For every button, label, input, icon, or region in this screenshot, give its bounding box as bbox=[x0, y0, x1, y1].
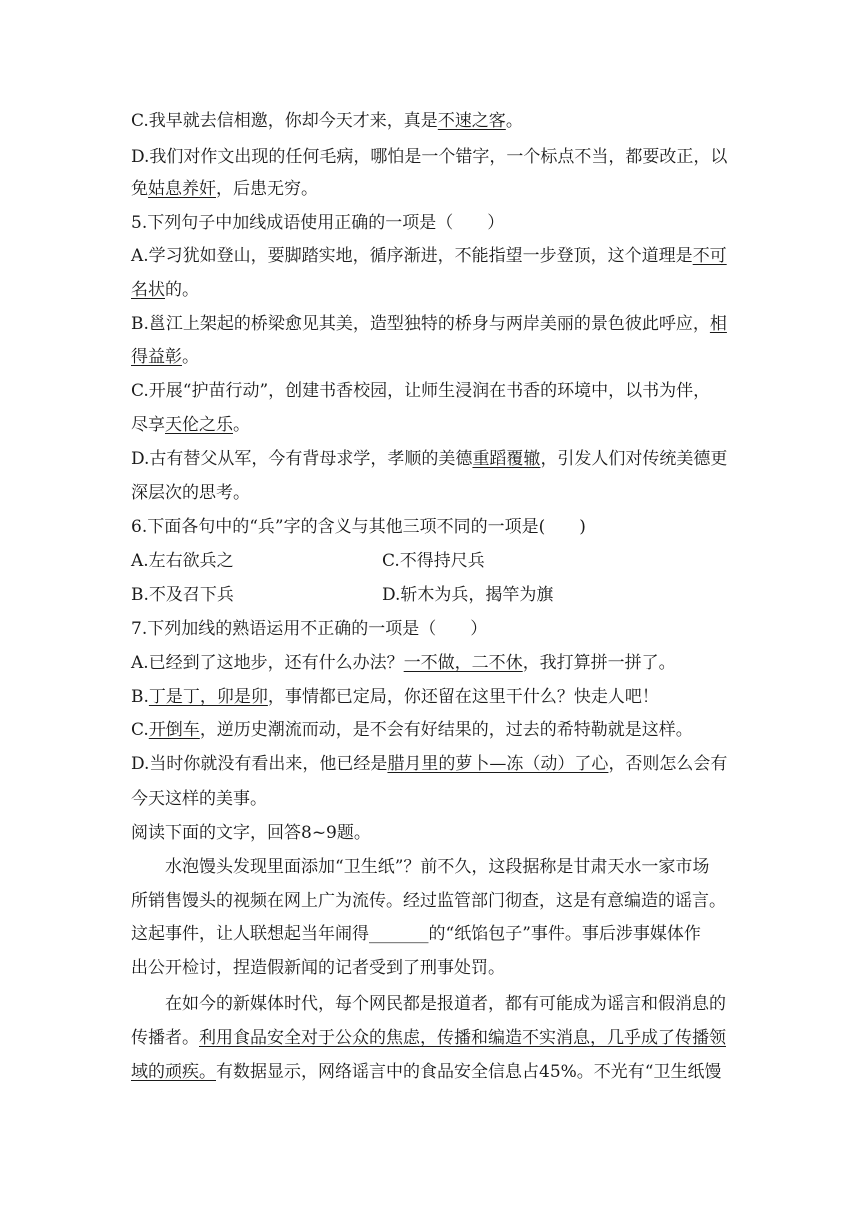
passage-p2-line2: 传播者。利用食品安全对于公众的焦虑，传播和编造不实消息，几乎成了传播领 bbox=[131, 1028, 726, 1048]
q5-option-c-line2: 尽享天伦之乐。 bbox=[131, 415, 250, 435]
passage-p1-line4: 出公开检讨，捏造假新闻的记者受到了刑事处罚。 bbox=[131, 958, 505, 978]
passage-p1-line1: 水泡馒头发现里面添加“卫生纸”？前不久，这段据称是甘肃天水一家市场 bbox=[165, 857, 710, 877]
q6-option-c: C.不得持尺兵 bbox=[382, 551, 485, 571]
q7-option-b: B.丁是丁，卯是卯，事情都已定局，你还留在这里干什么？快走人吧！ bbox=[131, 687, 659, 707]
q5-option-a-line1: A.学习犹如登山，要脚踏实地，循序渐进，不能指望一步登顶，这个道理是不可 bbox=[131, 246, 727, 266]
underlined-idiom: 不速之客 bbox=[437, 111, 506, 131]
underlined-idiom: 相 bbox=[709, 314, 727, 334]
underlined-idiom: 重蹈覆辙 bbox=[472, 449, 541, 469]
q5-option-b-line2: 得益彰。 bbox=[131, 347, 199, 367]
q5-option-c-line1: C.开展“护苗行动”，创建书香校园，让师生浸润在书香的环境中，以书为伴， bbox=[131, 381, 711, 401]
passage-p1-line2: 所销售馒头的视频在网上广为流传。经过监管部门彻查，这是有意编造的谣言。 bbox=[131, 891, 726, 911]
q7-option-a: A.已经到了这地步，还有什么办法？一不做，二不休，我打算拼一拼了。 bbox=[131, 653, 676, 673]
underlined-idiom: 不可 bbox=[692, 246, 727, 266]
q7-option-d-line2: 今天这样的美事。 bbox=[131, 789, 267, 809]
underlined-idiom: 天伦之乐 bbox=[165, 415, 233, 435]
q6-option-d: D.斩木为兵，揭竿为旗 bbox=[382, 585, 554, 605]
q6-option-b: B.不及召下兵 bbox=[131, 585, 234, 605]
q7-option-c: C.开倒车，逆历史潮流而动，是不会有好结果的，过去的希特勒就是这样。 bbox=[131, 720, 693, 740]
question-5-stem: 5.下列句子中加线成语使用正确的一项是（ ） bbox=[131, 213, 505, 233]
underlined-idiom: 一不做，二不休 bbox=[403, 653, 523, 673]
option-c-prev: C.我早就去信相邀，你却今天才来，真是不速之客。 bbox=[131, 111, 523, 131]
question-6-stem: 6.下面各句中的“兵”字的含义与其他三项不同的一项是( ) bbox=[131, 517, 586, 537]
underlined-idiom: 姑息养奸 bbox=[148, 179, 216, 199]
option-d-prev-line2: 免姑息养奸，后患无穷。 bbox=[131, 179, 318, 199]
underlined-idiom: 得益彰 bbox=[131, 347, 182, 367]
passage-p1-line3: 这起事件，让人联想起当年闹得_______的“纸馅包子”事件。事后涉事媒体作 bbox=[131, 924, 701, 944]
underlined-idiom: 丁是丁，卯是卯 bbox=[148, 687, 268, 707]
question-7-stem: 7.下列加线的熟语运用不正确的一项是（ ） bbox=[131, 619, 488, 639]
q5-option-b-line1: B.邕江上架起的桥梁愈见其美，造型独特的桥身与两岸美丽的景色彼此呼应，相 bbox=[131, 314, 727, 334]
underlined-idiom: 开倒车 bbox=[148, 720, 200, 740]
passage-p2-line3: 域的顽疾。有数据显示，网络谣言中的食品安全信息占45%。不光有“卫生纸馒 bbox=[131, 1062, 722, 1082]
q5-option-a-line2: 名状的。 bbox=[131, 280, 199, 300]
underlined-idiom: 名状 bbox=[131, 280, 165, 300]
passage-p2-line1: 在如今的新媒体时代，每个网民都是报道者，都有可能成为谣言和假消息的 bbox=[165, 994, 726, 1014]
q7-option-d-line1: D.当时你就没有看出来，他已经是腊月里的萝卜—冻（动）了心，否则怎么会有 bbox=[131, 754, 728, 774]
option-d-prev-line1: D.我们对作文出现的任何毛病，哪怕是一个错字，一个标点不当，都要改正，以 bbox=[131, 147, 728, 167]
underlined-sentence: 利用食品安全对于公众的焦虑，传播和编造不实消息，几乎成了传播领 bbox=[199, 1028, 726, 1048]
q6-option-a: A.左右欲兵之 bbox=[131, 551, 234, 571]
q5-option-d-line1: D.古有替父从军，今有背母求学，孝顺的美德重蹈覆辙，引发人们对传统美德更 bbox=[131, 449, 728, 469]
underlined-idiom: 腊月里的萝卜—冻（动）了心 bbox=[387, 754, 609, 774]
reading-intro: 阅读下面的文字，回答8~9题。 bbox=[131, 823, 371, 843]
underlined-sentence: 域的顽疾。 bbox=[131, 1062, 216, 1082]
q5-option-d-line2: 深层次的思考。 bbox=[131, 483, 250, 503]
